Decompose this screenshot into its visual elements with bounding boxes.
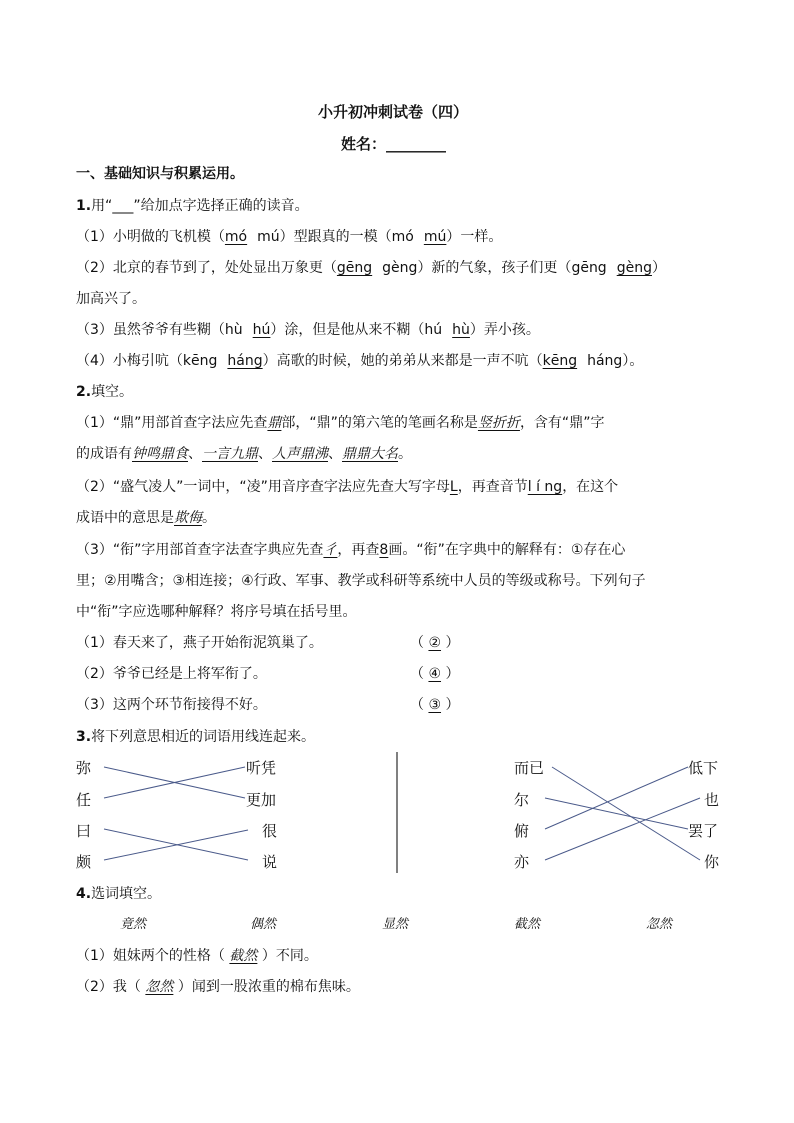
- q2-sentence-3: （3）这两个环节衔接得不好。: [76, 697, 267, 713]
- match-left-word: 曰: [76, 822, 92, 840]
- q4-sentence-1: （1）姐妹两个的性格（ 截然 ）不同。: [76, 948, 318, 964]
- word-choice: 偶然: [250, 917, 277, 932]
- q2-paragraph-3-cont: 里；②用嘴含；③相连接；④行政、军事、教学或科研等系统中人员的等级或称号。下列句子: [76, 573, 646, 589]
- name-label: 姓名：________: [341, 135, 447, 153]
- q2-sentence-1: （1）春天来了，燕子开始衔泥筑巢了。: [76, 635, 323, 651]
- q1-line-1: （1）小明做的飞机模（mó mú）型跟真的一模（mó mú）一样。: [76, 229, 503, 245]
- q1-line-4: （4）小梅引吭（kēng háng）高歌的时候，她的弟弟从来都是一声不吭（kēng háng）。: [76, 353, 644, 369]
- page-title: 小升初冲刺试卷（四）: [318, 103, 469, 121]
- section-heading: 一、基础知识与积累运用。: [76, 166, 244, 182]
- match-left-word: 任: [76, 791, 92, 809]
- q2-paragraph-1: （1）“鼎”用部首查字法应先查鼎部，“鼎”的第六笔的笔画名称是竖折折，含有“鼎”字: [76, 415, 605, 431]
- q1-line-2-cont: 加高兴了。: [76, 291, 146, 307]
- word-choice: 截然: [514, 917, 541, 932]
- match-right-word: 说: [262, 853, 278, 871]
- match-left-word: 颇: [76, 853, 92, 871]
- match-right-word: 你: [704, 853, 720, 871]
- word-choice: 显然: [382, 917, 409, 932]
- match-right-word: 更加: [246, 791, 277, 809]
- q2-answer-2: （ ④ ）: [410, 666, 460, 682]
- q2-sentence-2: （2）爷爷已经是上将军衔了。: [76, 666, 267, 682]
- match-right-word: 罢了: [688, 822, 719, 840]
- match-left-word: 尔: [514, 791, 530, 809]
- q2-paragraph-2: （2）“盛气凌人”一词中，“凌”用音序查字法应先查大写字母L，再查音节l í ng，在这个: [76, 479, 619, 495]
- q2-answer-3: （ ③ ）: [410, 697, 460, 713]
- question-2-heading: 2.填空。: [76, 384, 134, 400]
- match-line: [545, 798, 688, 829]
- question-3-heading: 3.将下列意思相近的词语用线连起来。: [76, 729, 316, 745]
- q1-line-2: （2）北京的春节到了，处处显出万象更（gēng gèng）新的气象，孩子们更（gēng gèng）: [76, 260, 666, 276]
- q4-sentence-2: （2）我（ 忽然 ）闻到一股浓重的棉布焦味。: [76, 979, 360, 995]
- word-choice: 忽然: [646, 917, 673, 932]
- match-left-word: 亦: [514, 853, 530, 871]
- match-right-word: 也: [704, 791, 720, 809]
- q2-paragraph-3-cont2: 中“衔”字应选哪种解释？将序号填在括号里。: [76, 604, 357, 620]
- q1-line-3: （3）虽然爷爷有些糊（hù hú）涂，但是他从来不糊（hú hù）弄小孩。: [76, 322, 540, 338]
- match-left-word: 而已: [514, 759, 545, 777]
- match-right-word: 低下: [688, 759, 719, 777]
- match-line: [545, 798, 700, 860]
- q2-answer-1: （ ② ）: [410, 635, 460, 651]
- question-1-heading: 1.用“___”给加点字选择正确的读音。: [76, 198, 309, 214]
- match-right-word: 听凭: [246, 759, 277, 777]
- match-line: [552, 767, 700, 860]
- question-4-heading: 4.选词填空。: [76, 886, 162, 902]
- q2-paragraph-3: （3）“衔”字用部首查字法查字典应先查彳，再查8画。“衔”在字典中的解释有：①存在心: [76, 542, 626, 558]
- q2-paragraph-2-cont: 成语中的意思是欺侮。: [76, 510, 216, 526]
- q2-paragraph-1-cont: 的成语有钟鸣鼎食、一言九鼎、人声鼎沸、鼎鼎大名。: [76, 446, 412, 462]
- match-left-word: 弥: [76, 759, 92, 777]
- match-left-word: 俯: [514, 822, 530, 840]
- word-choice: 竟然: [120, 917, 147, 932]
- match-right-word: 很: [262, 822, 278, 840]
